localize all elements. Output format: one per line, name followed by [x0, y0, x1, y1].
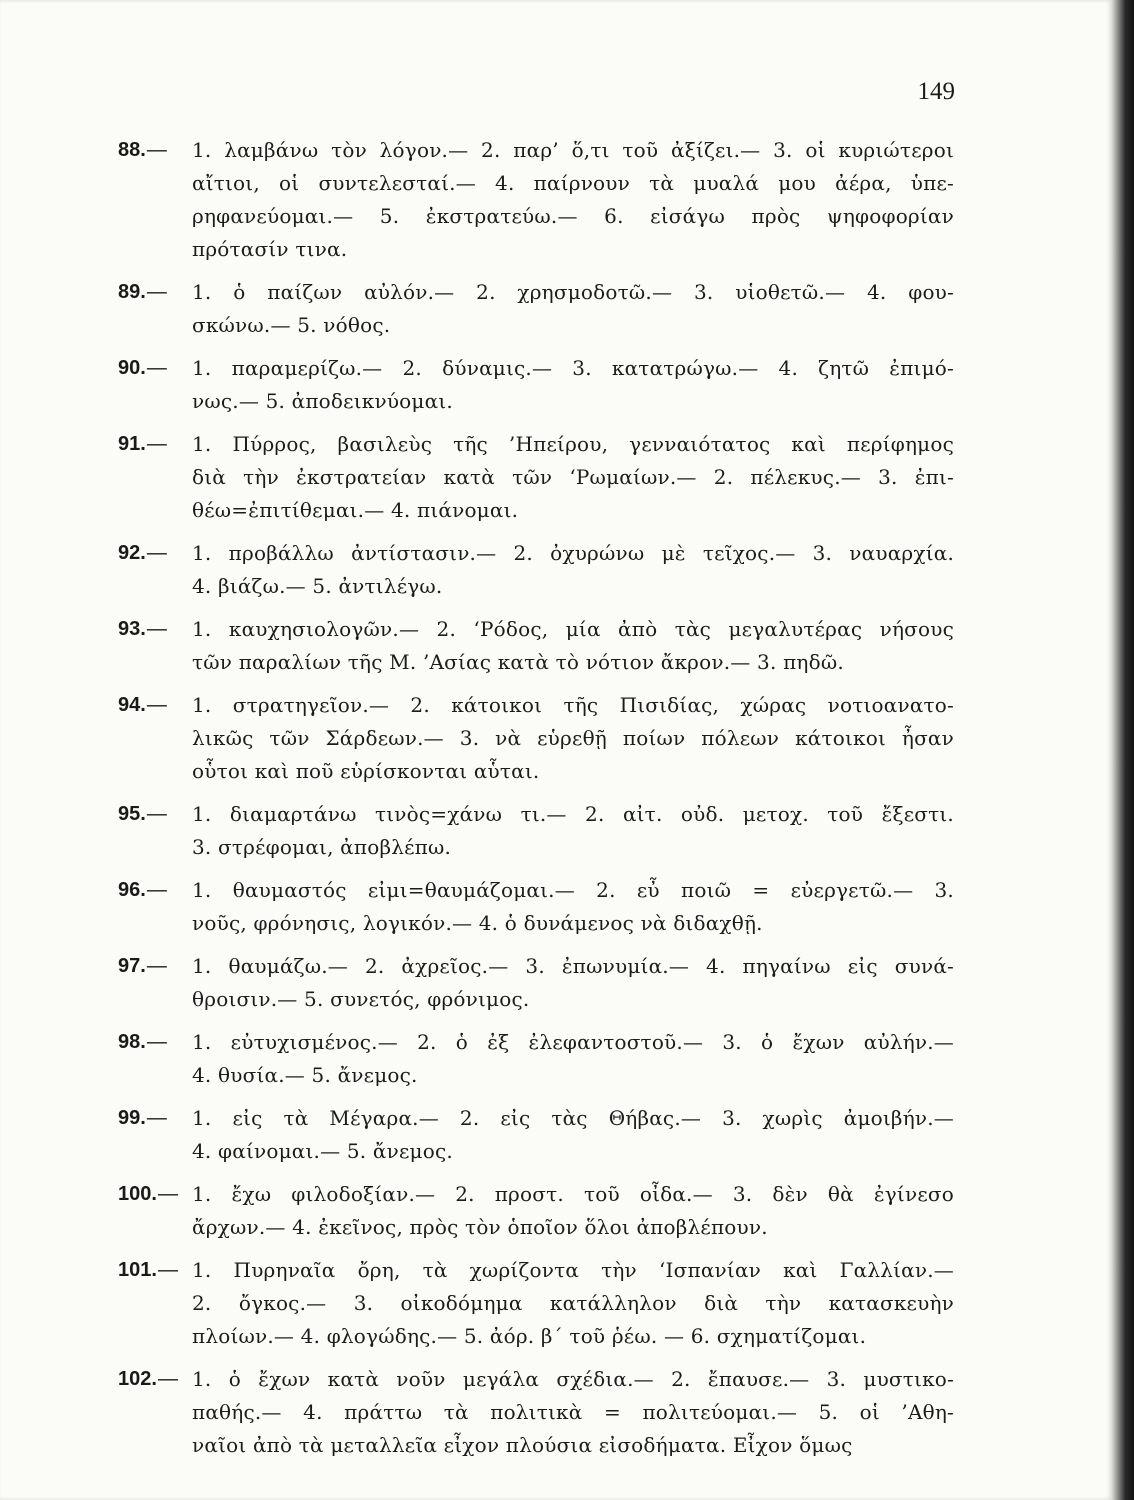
answer-entry	[118, 1363, 954, 1462]
entry-text-line: οὗτοι καὶ ποῦ εὑρίσκονται αὗται.	[192, 759, 540, 783]
answer-key-list	[118, 134, 954, 1472]
entry-text-line: 1. Πυρηναῖα ὄρη, τὰ χωρίζοντα τὴν ‘Ισπανίαν καὶ Γαλλίαν.—	[192, 1258, 954, 1282]
answer-entry	[118, 134, 954, 266]
page-number: 149	[917, 78, 955, 105]
entry-text-line: θέω=ἐπιτίθεμαι.— 4. πιάνομαι.	[192, 498, 519, 522]
answer-entry	[118, 428, 954, 527]
entry-text-line: πλοίων.— 4. φλογώδης.— 5. ἀόρ. β΄ τοῦ ῥέω. — 6. σχηματίζομαι.	[192, 1324, 867, 1348]
entry-text-line: 1. στρατηγεῖον.— 2. κάτοικοι τῆς Πισιδίας, χώρας νοτιοανατο-	[192, 693, 954, 717]
entry-text-line: 1. ὁ ἔχων κατὰ νοῦν μεγάλα σχέδια.— 2. ἔπαυσε.— 3. μυστικο-	[192, 1367, 954, 1391]
entry-text-line: 4. βιάζω.— 5. ἀντιλέγω.	[192, 574, 443, 598]
entry-text-line: 1. λαμβάνω τὸν λόγον.— 2. παρ’ ὅ,τι τοῦ ἀξίζει.— 3. οἱ κυριώτεροι	[192, 138, 954, 162]
entry-number: 89. —	[118, 276, 167, 309]
entry-number: 99. —	[118, 1102, 167, 1135]
answer-entry	[118, 1254, 954, 1353]
entry-text-line: 1. καυχησιολογῶν.— 2. ‘Ρόδος, μία ἀπὸ τὰς μεγαλυτέρας νήσους	[192, 617, 954, 641]
answer-entry	[118, 689, 954, 788]
entry-text-line: τῶν παραλίων τῆς Μ. ’Ασίας κατὰ τὸ νότιον ἄκρον.— 3. πηδῶ.	[192, 650, 844, 674]
entry-text-line: 1. Πύρρος, βασιλεὺς τῆς ’Ηπείρου, γενναιότατος καὶ περίφημος	[192, 432, 954, 456]
answer-entry	[118, 276, 954, 342]
entry-text-line: 1. εἰς τὰ Μέγαρα.— 2. εἰς τὰς Θήβας.— 3. χωρὶς ἀμοιβήν.—	[192, 1106, 954, 1130]
entry-number: 98. —	[118, 1026, 167, 1059]
entry-number: 97. —	[118, 950, 167, 983]
entry-number: 100. —	[118, 1178, 178, 1211]
entry-text-line: διὰ τὴν ἐκστρατείαν κατὰ τῶν ‘Ρωμαίων.— 2. πέλεκυς.— 3. ἐπι-	[192, 465, 954, 489]
entry-number: 88. —	[118, 134, 167, 167]
entry-text-line: ἄρχων.— 4. ἐκεῖνος, πρὸς τὸν ὁποῖον ὅλοι ἀποβλέπουν.	[192, 1215, 768, 1239]
entry-number: 93. —	[118, 613, 167, 646]
entry-text-line: 4. θυσία.— 5. ἄνεμος.	[192, 1063, 418, 1087]
entry-number: 101. —	[118, 1254, 178, 1287]
answer-entry	[118, 1102, 954, 1168]
entry-number: 95. —	[118, 798, 167, 831]
entry-number: 94. —	[118, 689, 167, 722]
entry-text-line: ρηφανεύομαι.— 5. ἐκστρατεύω.— 6. εἰσάγω πρὸς ψηφοφορίαν	[192, 204, 954, 228]
entry-number: 91. —	[118, 428, 167, 461]
entry-text-line: πρότασίν τινα.	[192, 237, 348, 261]
answer-entry	[118, 1026, 954, 1092]
entry-text-line: 1. θαυμάζω.— 2. ἀχρεῖος.— 3. ἐπωνυμία.— 4. πηγαίνω εἰς συνά-	[192, 954, 954, 978]
entry-text-line: 1. ἔχω φιλοδοξίαν.— 2. προστ. τοῦ οἶδα.— 3. δὲν θὰ ἐγίνεσο	[192, 1182, 954, 1206]
answer-entry	[118, 613, 954, 679]
entry-text-line: νοῦς, φρόνησις, λογικόν.— 4. ὁ δυνάμενος νὰ διδαχθῇ.	[192, 911, 763, 935]
entry-text-line: αἴτιοι, οἱ συντελεσταί.— 4. παίρνουν τὰ μυαλά μου ἀέρα, ὑπε-	[192, 171, 954, 195]
entry-text-line: σκώνω.— 5. νόθος.	[192, 313, 391, 337]
entry-text-line: λικῶς τῶν Σάρδεων.— 3. νὰ εὑρεθῇ ποίων πόλεων κάτοικοι ἦσαν	[192, 726, 954, 750]
entry-text-line: 3. στρέφομαι, ἀποβλέπω.	[192, 835, 452, 859]
answer-entry	[118, 798, 954, 864]
entry-text-line: ναῖοι ἀπὸ τὰ μεταλλεῖα εἶχον πλούσια εἰσοδήματα. Εἶχον ὅμως	[192, 1433, 853, 1457]
entry-text-line: 1. ὁ παίζων αὐλόν.— 2. χρησμοδοτῶ.— 3. υἱοθετῶ.— 4. φου-	[192, 280, 954, 304]
entry-text-line: παθής.— 4. πράττω τὰ πολιτικὰ = πολιτεύομαι.— 5. οἱ ’Αθη-	[192, 1400, 954, 1424]
entry-text-line: θροισιν.— 5. συνετός, φρόνιμος.	[192, 987, 530, 1011]
entry-text-line: 2. ὄγκος.— 3. οἰκοδόμημα κατάλληλον διὰ τὴν κατασκευὴν	[192, 1291, 954, 1315]
entry-number: 92. —	[118, 537, 167, 570]
answer-entry	[118, 950, 954, 1016]
entry-text-line: νως.— 5. ἀποδεικνύομαι.	[192, 389, 453, 413]
entry-text-line: 4. φαίνομαι.— 5. ἄνεμος.	[192, 1139, 453, 1163]
entry-text-line: 1. προβάλλω ἀντίστασιν.— 2. ὀχυρώνω μὲ τεῖχος.— 3. ναυαρχία.	[192, 541, 954, 565]
answer-entry	[118, 352, 954, 418]
entry-text-line: 1. διαμαρτάνω τινὸς=χάνω τι.— 2. αἰτ. οὐδ. μετοχ. τοῦ ἔξεστι.	[192, 802, 954, 826]
entry-text-line: 1. παραμερίζω.— 2. δύναμις.— 3. κατατρώγω.— 4. ζητῶ ἐπιμό-	[192, 356, 954, 380]
answer-entry	[118, 537, 954, 603]
entry-text-line: 1. θαυμαστός εἰμι=θαυμάζομαι.— 2. εὖ ποιῶ = εὐεργετῶ.— 3.	[192, 878, 954, 902]
answer-entry	[118, 874, 954, 940]
entry-number: 102. —	[118, 1363, 178, 1396]
entry-number: 90. —	[118, 352, 167, 385]
entry-number: 96. —	[118, 874, 167, 907]
page-edge-shadow	[1112, 0, 1134, 1500]
entry-text-line: 1. εὐτυχισμένος.— 2. ὁ ἐξ ἐλεφαντοστοῦ.— 3. ὁ ἔχων αὐλήν.—	[192, 1030, 954, 1054]
answer-entry	[118, 1178, 954, 1244]
